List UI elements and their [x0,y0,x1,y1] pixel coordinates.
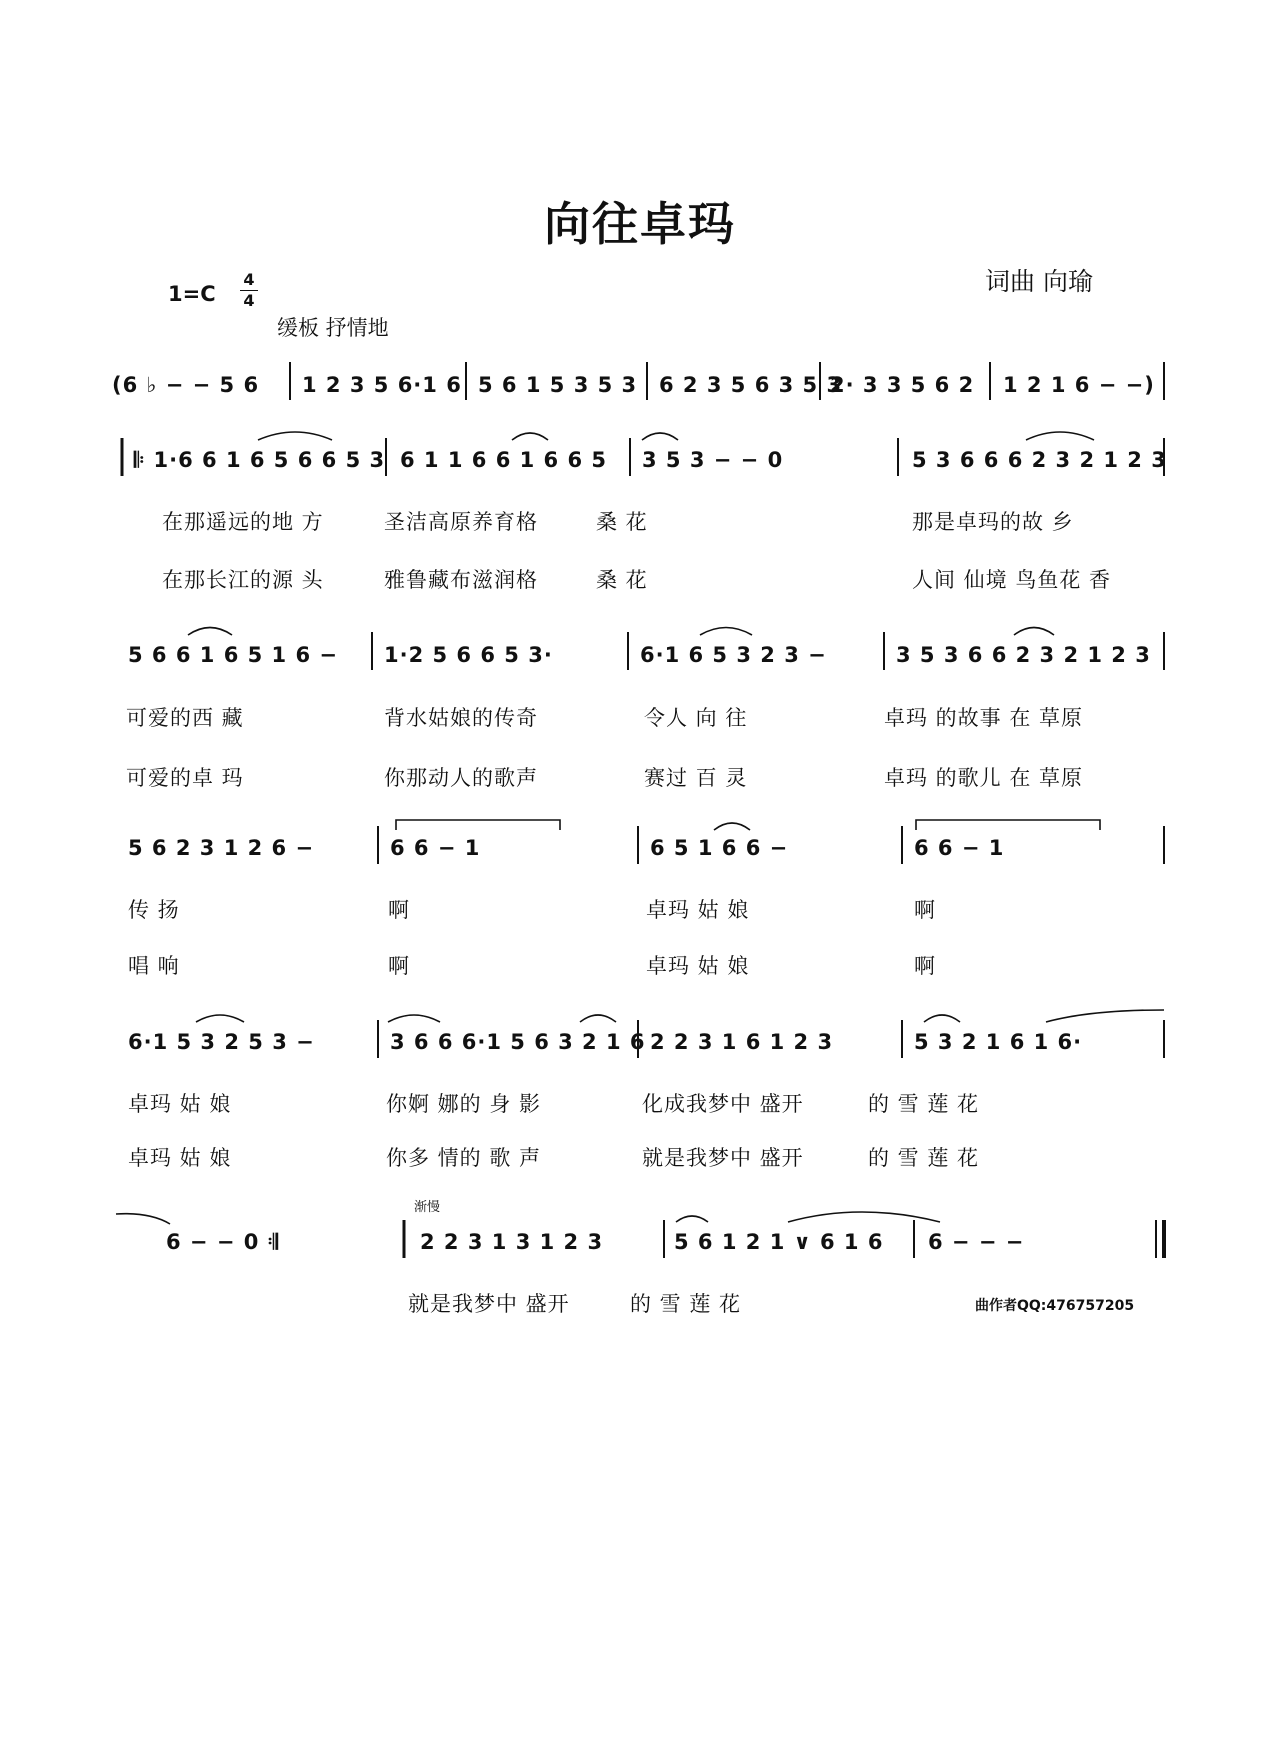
lyric-verse2: 赛过 百 灵 [644,766,748,790]
key-signature: 1=C [168,282,216,306]
lyric-verse1: 化成我梦中 盛开 [642,1092,804,1116]
measure-notes: 1·2 5 6 6 5 3· [384,643,553,667]
slur [116,1214,170,1224]
tempo-change: 渐慢 [414,1200,441,1215]
tie [916,820,1100,830]
lyric-verse2: 就是我梦中 盛开 [642,1146,804,1170]
lyric-verse1: 卓玛 的故事 在 草原 [884,706,1084,730]
measure-notes: 5 3 2 1 6 1 6· [914,1030,1083,1054]
lyric-verse2: 啊 [388,954,410,978]
slur [700,628,752,636]
lyric-verse1: 的 雪 莲 花 [868,1092,980,1116]
slur [714,823,750,830]
measure-notes: 6 5 1 6 6 − [650,836,789,860]
lyric-verse2: 唱 响 [128,954,180,978]
slur [512,433,548,440]
lyric-verse2: 的 雪 莲 花 [868,1146,980,1170]
lyric-verse2: 啊 [914,954,936,978]
lyric-verse1: 传 扬 [128,898,180,922]
measure-notes: 5 6 1 2 1 ∨ 6 1 6 [674,1230,884,1254]
lyric-verse2: 雅鲁藏布滋润格 [384,568,538,592]
lyric-verse1: 卓玛 姑 娘 [128,1092,232,1116]
measure-notes: 6 − − 0 𝄇 [166,1230,279,1254]
slur [676,1216,708,1222]
intro-measure: (6 ♭ − − 5 6 [112,373,260,397]
intro-measure: 6 2 3 5 6 3 5 3 [659,373,843,397]
lyric-verse1: 令人 向 往 [644,706,748,730]
lyric-verse2: 你那动人的歌声 [384,766,538,790]
lyric-verse1: 桑 花 [596,510,648,534]
measure-notes: 2 2 3 1 3 1 2 3 [420,1230,604,1254]
lyric-verse2: 在那长江的源 头 [162,568,324,592]
measure-notes: 6 1 1 6 6 1 6 6 5 [400,448,607,472]
lyric-verse1: 可爱的西 藏 [126,706,244,730]
slur [1026,432,1094,440]
lyric-verse2: 人间 仙境 鸟鱼花 香 [912,568,1112,592]
lyric-verse2: 可爱的卓 玛 [126,766,244,790]
intro-measure: 5 6 1 5 3 5 3 [478,373,638,397]
time-signature: 4 4 [240,270,258,311]
measure-notes: 5 3 6 6 6 2 3 2 1 2 3 [912,448,1167,472]
measure-notes: 3 5 3 6 6 2 3 2 1 2 3 [896,643,1151,667]
lyric-verse2: 卓玛 的歌儿 在 草原 [884,766,1084,790]
measure-notes: 2 2 3 1 6 1 2 3 [650,1030,834,1054]
slur [788,1212,940,1222]
measure-notes: 6 − − − [928,1230,1025,1254]
lyric-verse1: 你婀 娜的 身 影 [386,1092,542,1116]
slur [580,1015,616,1022]
slur [388,1015,440,1022]
lyric-verse1: 在那遥远的地 方 [162,510,324,534]
lyric-verse1: 啊 [914,898,936,922]
measure-notes: 6·1 5 3 2 5 3 − [128,1030,315,1054]
lyric-verse2: 卓玛 姑 娘 [128,1146,232,1170]
slur [196,1015,244,1022]
slur [924,1015,960,1022]
measure-notes: 6 6 − 1 [914,836,1005,860]
lyric-verse1: 就是我梦中 盛开 [408,1292,570,1316]
composer-credit: 词曲 向瑜 [985,267,1093,296]
measure-notes: 5 6 2 3 1 2 6 − [128,836,315,860]
slur [1014,628,1054,636]
lyric-verse2: 卓玛 姑 娘 [646,954,750,978]
slur [642,433,678,440]
lyric-verse1: 背水姑娘的传奇 [384,706,538,730]
slur [188,628,232,636]
measure-notes: 5 6 6 1 6 5 1 6 − [128,643,338,667]
measure-notes: 3 6 6 6·1 5 6 3 2 1 6 [390,1030,646,1054]
measure-notes: 𝄆 1·6 6 1 6 5 6 6 5 3 [134,448,386,472]
measure-notes: 6·1 6 5 3 2 3 − [640,643,827,667]
measure-notes: 3 5 3 − − 0 [642,448,784,472]
intro-measure: 1 2 1 6 − −) [1003,373,1155,397]
lyric-verse1: 圣洁高原养育格 [384,510,538,534]
song-title: 向往卓玛 [544,197,736,251]
slur [258,432,332,440]
intro-measure: 2· 3 3 5 6 2 [830,373,975,397]
lyric-verse1: 卓玛 姑 娘 [646,898,750,922]
lyric-verse2: 桑 花 [596,568,648,592]
lyric-verse2: 你多 情的 歌 声 [386,1146,542,1170]
measure-notes: 6 6 − 1 [390,836,481,860]
lyric-verse1: 啊 [388,898,410,922]
slur [1046,1010,1164,1022]
intro-measure: 1 2 3 5 6·1 6 [302,373,462,397]
lyric-verse1: 的 雪 莲 花 [630,1292,742,1316]
composer-contact: 曲作者QQ:476757205 [975,1298,1135,1314]
tempo-marking: 缓板 抒情地 [277,316,389,340]
tie [396,820,560,830]
lyric-verse1: 那是卓玛的故 乡 [912,510,1074,534]
